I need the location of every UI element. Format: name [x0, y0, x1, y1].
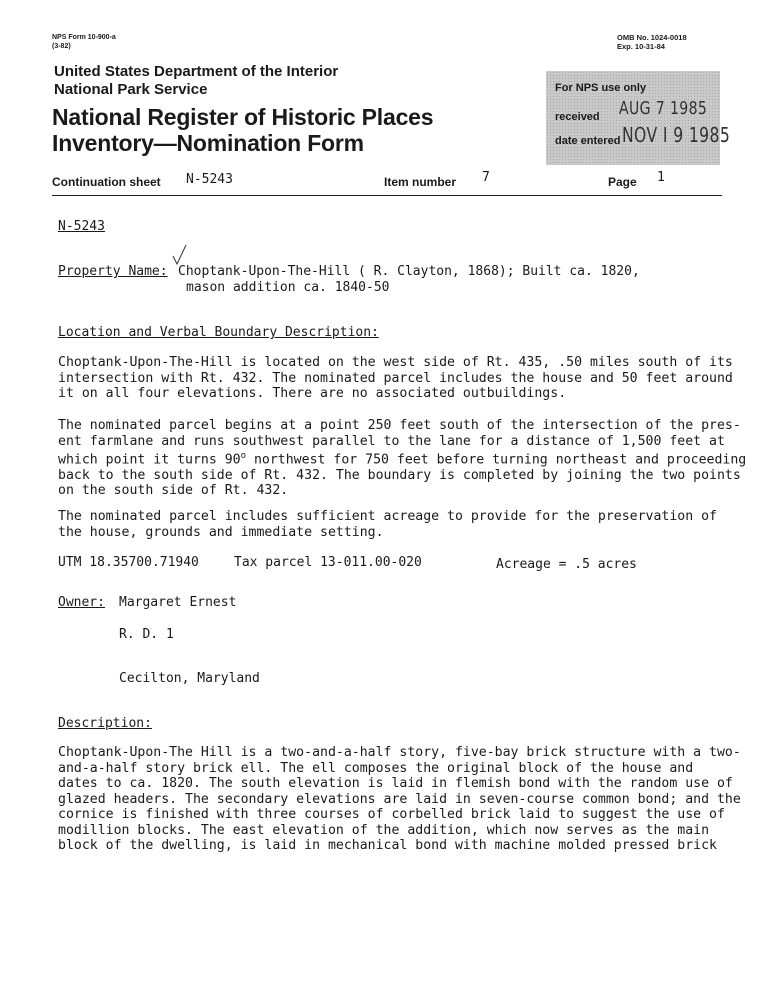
- site-number: N-5243: [58, 219, 105, 234]
- boundary-line-start: which point it turns 90: [58, 452, 241, 468]
- location-heading: Location and Verbal Boundary Description:: [58, 325, 379, 340]
- item-number-value: 7: [482, 170, 490, 185]
- form-revision: (3-82): [52, 43, 71, 50]
- department-name: United States Department of the Interior: [54, 63, 339, 80]
- omb-number: OMB No. 1024-0018: [617, 33, 687, 42]
- boundary-line: on the south side of Rt. 432.: [58, 483, 289, 499]
- continuation-sheet-value: N-5243: [186, 172, 233, 187]
- boundary-line: The nominated parcel begins at a point 250 feet south of the intersection of the pres-: [58, 418, 741, 433]
- received-date-stamp: AUG 7 1985: [619, 98, 708, 119]
- description-line: modillion blocks. The east elevation of the addition, which now serves as the main: [58, 822, 710, 838]
- form-title-line2: Inventory—Nomination Form: [52, 130, 364, 156]
- form-title: [52, 104, 433, 156]
- utm-reference: UTM 18.35700.71940: [58, 555, 199, 570]
- agency-header: [54, 63, 338, 99]
- description-line: and-a-half story brick ell. The ell composes the original block of the house and: [58, 760, 694, 776]
- page-number-value: 1: [657, 170, 665, 185]
- tax-parcel: Tax parcel 13-011.00-020: [234, 555, 422, 570]
- description-paragraph: [58, 745, 741, 854]
- acreage-line: The nominated parcel includes sufficient acreage to provide for the preservation of: [58, 509, 717, 524]
- location-line: Choptank-Upon-The-Hill is located on the west side of Rt. 435, .50 miles south of its: [58, 355, 733, 370]
- omb-block: [617, 33, 687, 51]
- owner-address-line1: R. D. 1: [119, 627, 174, 642]
- received-label: received: [555, 111, 600, 123]
- date-entered-stamp: NOV I 9 1985: [622, 123, 731, 147]
- description-heading: Description:: [58, 716, 152, 731]
- date-entered-label: date entered: [555, 135, 621, 147]
- owner-name: Margaret Ernest: [119, 595, 237, 610]
- property-name-line2: mason addition ca. 1840-50: [186, 280, 390, 295]
- boundary-paragraph: [58, 418, 746, 499]
- owner-address-line2: Cecilton, Maryland: [119, 671, 260, 686]
- form-title-line1: National Register of Historic Places: [52, 104, 434, 130]
- header-divider: [52, 195, 722, 196]
- description-line: glazed headers. The secondary elevations are laid in seven-course common bond; and the: [58, 791, 741, 807]
- nps-use-only-box: [546, 71, 731, 165]
- boundary-line-degree: [58, 449, 746, 468]
- item-number-label: Item number: [384, 175, 457, 189]
- acreage-line: the house, grounds and immediate setting.: [58, 524, 384, 540]
- form-number-block: [52, 33, 116, 51]
- form-number: NPS Form 10-900-a: [52, 34, 116, 41]
- property-name-label: Property Name:: [58, 264, 168, 279]
- boundary-line: back to the south side of Rt. 432. The boundary is completed by joining the two points: [58, 467, 741, 483]
- description-line: dates to ca. 1820. The south elevation is laid in flemish bond with the random use of: [58, 776, 733, 791]
- description-line: block of the dwelling, is laid in mechanical bond with machine molded pressed brick: [58, 838, 717, 853]
- description-line: Choptank-Upon-The Hill is a two-and-a-half story, five-bay brick structure with a two-: [58, 745, 741, 760]
- location-line: intersection with Rt. 432. The nominated parcel includes the house and 50 feet around: [58, 370, 733, 386]
- boundary-line: ent farmlane and runs southwest parallel to the lane for a distance of 1,500 feet at: [58, 433, 725, 449]
- nps-box-heading: For NPS use only: [555, 82, 647, 94]
- continuation-sheet-label: Continuation sheet: [52, 175, 161, 189]
- location-paragraph: [58, 355, 733, 402]
- acreage-paragraph: [58, 509, 717, 540]
- degree-mark: o: [240, 451, 247, 461]
- boundary-line-end: northwest for 750 feet before turning northeast and proceeding: [246, 452, 747, 468]
- owner-label: Owner:: [58, 595, 105, 610]
- description-line: cornice is finished with three courses of corbelled brick laid to suggest the use of: [58, 807, 725, 822]
- page-label: Page: [608, 175, 637, 189]
- omb-expiration: Exp. 10-31-84: [617, 42, 665, 51]
- acreage-value: Acreage = .5 acres: [496, 557, 637, 572]
- location-line: it on all four elevations. There are no associated outbuildings.: [58, 386, 567, 401]
- service-name: National Park Service: [54, 81, 208, 98]
- property-name-line1: Choptank-Upon-The-Hill ( R. Clayton, 1868); Built ca. 1820,: [178, 264, 640, 279]
